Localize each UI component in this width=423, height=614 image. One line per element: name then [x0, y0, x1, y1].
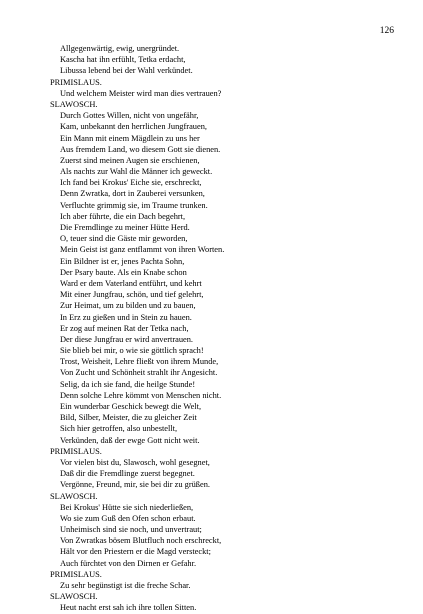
verse-line: Allgegenwärtig, ewig, unergründet. [60, 44, 180, 53]
verse-line: Bei Krokus' Hütte sie sich niederließen, [60, 502, 194, 512]
speaker-name: SLAWOSCH. [50, 99, 98, 109]
verse-line: Durch Gottes Willen, nicht von ungefähr, [60, 111, 199, 121]
verse-line: Aus fremdem Land, wo diesem Gott sie dienen. [60, 144, 221, 154]
verse-line: Vergönne, Freund, mir, sie bei dir zu grüßen. [60, 480, 210, 490]
verse-line: Zu sehr begünstigt ist die freche Schar. [60, 581, 191, 590]
verse-line: Wo sie zum Guß den Ofen schon erbaut. [60, 513, 196, 523]
page-number: 126 [379, 26, 394, 36]
verse-line: Ein wunderbar Geschick bewegt die Welt, [60, 402, 202, 411]
verse-line: Die Fremdlinge zu meiner Hütte Herd. [60, 223, 190, 232]
verse-line: In Erz zu gießen und in Stein zu hauen. [60, 312, 192, 322]
verse-line: Auch fürchtet von den Dirnen er Gefahr. [60, 558, 197, 568]
verse-line: Vor vielen bist du, Slawosch, wohl gesegnet, [60, 457, 210, 467]
verse-line: Kascha hat ihn erfühlt, Tetka erdacht, [60, 55, 186, 65]
verse-line: Bild, Silber, Meister, die zu gleicher Zeit [60, 413, 197, 423]
verse-line: Zur Heimat, um zu bilden und zu bauen, [60, 301, 196, 311]
verse-line: Als nachts zur Wahl die Männer ich geweckt. [60, 167, 213, 177]
speaker-name: SLAWOSCH. [50, 592, 98, 602]
verse-line: Ein Bildner ist er, jenes Pachta Sohn, [60, 256, 185, 266]
verse-line: Denn solche Lehre kömmt von Menschen nicht. [60, 390, 222, 400]
verse-line: Hält vor den Priestern er die Magd versteckt; [60, 547, 211, 557]
verse-line: Zuerst sind meinen Augen sie erschienen, [60, 155, 200, 165]
verse-line: Heut nacht erst sah ich ihre tollen Sitten. [60, 603, 197, 613]
speaker-name: PRIMISLAUS. [50, 569, 102, 579]
verse-line: Sich hier getroffen, also unbestellt, [60, 424, 178, 434]
verse-line: Verkünden, daß der ewge Gott nicht weit. [60, 435, 200, 445]
verse-line: Mit einer Jungfrau, schön, und tief gelehrt, [60, 290, 204, 300]
verse-line: O, teuer sind die Gäste mir geworden, [60, 234, 188, 244]
verse-line: Ich fand bei Krokus' Eiche sie, erschreckt, [60, 178, 202, 188]
verse-line: Denn Zwratka, dort in Zauberei versunken, [60, 189, 205, 199]
verse-line: Kam, unbekannt den herrlichen Jungfrauen, [60, 122, 207, 132]
speaker-name: PRIMISLAUS. [50, 77, 102, 87]
verse-line: Trost, Weisheit, Lehre fließt von ihrem Munde, [60, 357, 219, 367]
verse-line: Er zog auf meinen Rat der Tetka nach, [60, 323, 189, 333]
verse-line: Der diese Jungfrau er wird anvertrauen. [60, 334, 194, 344]
verse-line: Sie blieb bei mir, o wie sie göttlich sprach! [60, 346, 204, 356]
verse-line: Unheimisch sind sie noch, und unvertraut; [60, 525, 202, 535]
verse-line: Daß dir die Fremdlinge zuerst begegnet. [60, 469, 195, 479]
verse-line: Verfluchte grimmig sie, im Traume trunken. [60, 200, 208, 210]
verse-line: Von Zucht und Schönheit strahlt ihr Angesicht. [60, 368, 218, 378]
verse-line: Selig, da ich sie fand, die heilge Stunde! [60, 379, 196, 389]
verse-line: Ein Mann mit einem Mägdlein zu uns her [60, 133, 200, 143]
verse-line: Und welchem Meister wird man dies vertrauen? [60, 88, 222, 98]
verse-line: Ich aber führte, die ein Dach begehrt, [60, 211, 186, 221]
verse-line: Von Zwratkas bösem Blutfluch noch erschreckt, [60, 536, 222, 546]
speaker-name: PRIMISLAUS. [50, 446, 102, 456]
verse-line: Libussa lebend bei der Wahl verkündet. [60, 66, 193, 76]
verse-line: Ward er dem Vaterland entführt, und kehrt [60, 278, 202, 288]
speaker-name: SLAWOSCH. [50, 491, 98, 501]
verse-line: Mein Geist ist ganz entflammt von ihren Worten. [60, 245, 225, 255]
verse-line: Der Psary baute. Als ein Knabe schon [60, 267, 187, 277]
play-text [50, 43, 390, 614]
